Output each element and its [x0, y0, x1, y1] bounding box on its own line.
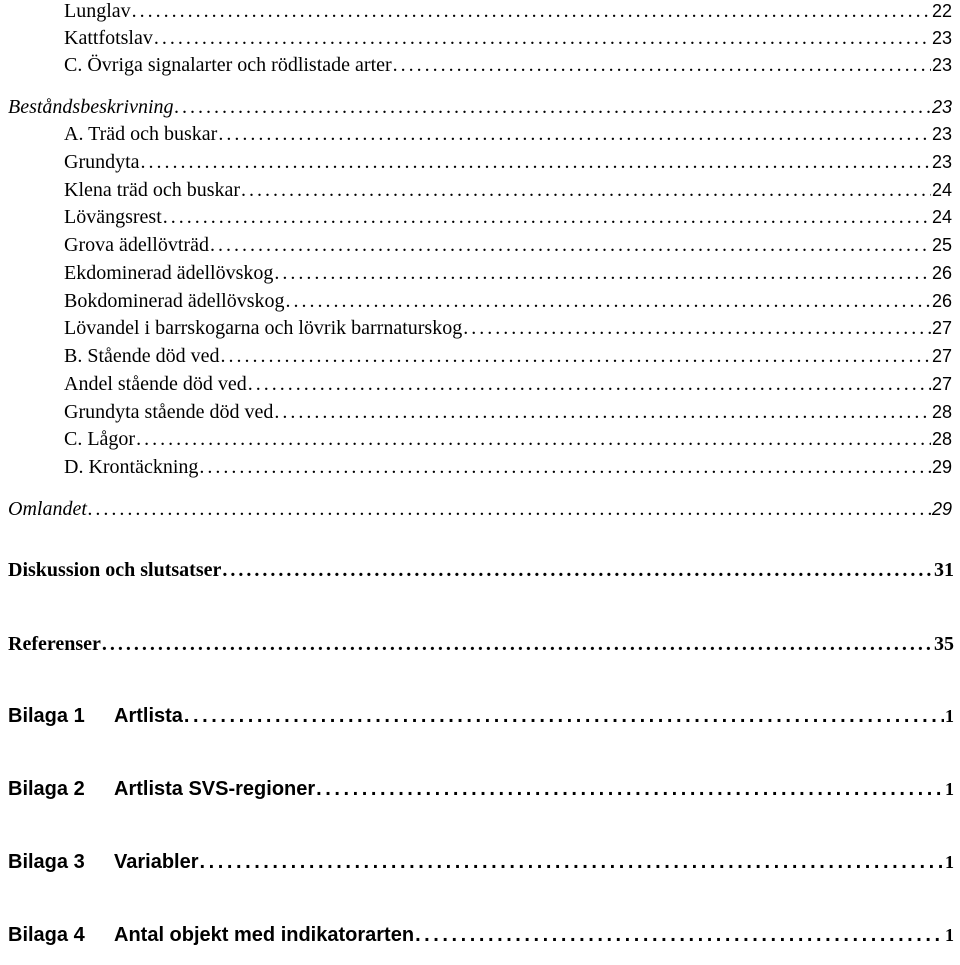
toc-entry-page: 28	[931, 402, 952, 422]
toc-entry[interactable]	[64, 456, 952, 480]
toc-entry-title: Klena träd och buskar	[64, 179, 241, 201]
toc-dot-leader	[241, 179, 931, 202]
toc-entry-title: B. Stående död ved	[64, 345, 220, 367]
toc-entry-title: Beståndsbeskrivning	[8, 96, 174, 118]
toc-entry-title: Referenser	[8, 633, 101, 655]
toc-entry-title: A. Träd och buskar	[64, 123, 218, 145]
toc-entry-title: C. Övriga signalarter och rödlistade arter	[64, 54, 392, 76]
toc-entry-appendix[interactable]	[8, 705, 954, 733]
toc-entry[interactable]	[8, 498, 952, 522]
toc-entry-page: 28	[931, 429, 952, 449]
toc-entry-page: 23	[931, 152, 952, 172]
toc-entry-page: 1	[945, 706, 954, 726]
toc-dot-leader	[154, 27, 931, 50]
toc-dot-leader	[415, 924, 944, 947]
toc-entry[interactable]	[64, 151, 952, 175]
toc-entry[interactable]	[64, 234, 952, 258]
toc-dot-leader	[184, 705, 944, 728]
toc-entry-title: Diskussion och slutsatser	[8, 559, 222, 581]
appendix-label: Bilaga 2	[8, 778, 85, 800]
appendix-title: Artlista	[114, 705, 183, 727]
toc-dot-leader	[393, 54, 931, 77]
appendix-label: Bilaga 1	[8, 705, 85, 727]
toc-entry-title: Andel stående död ved	[64, 373, 247, 395]
toc-entry-appendix[interactable]	[8, 851, 954, 879]
appendix-title: Variabler	[114, 851, 199, 873]
toc-entry-title	[8, 924, 415, 947]
toc-dot-leader	[210, 234, 931, 257]
appendix-title: Antal objekt med indikatorarten	[114, 924, 415, 946]
toc-dot-leader	[463, 317, 931, 340]
toc-entry-appendix[interactable]	[8, 778, 954, 806]
toc-entry-title: Bokdominerad ädellövskog	[64, 290, 285, 312]
toc-entry[interactable]	[64, 123, 952, 147]
toc-entry[interactable]	[64, 317, 952, 341]
toc-dot-leader	[221, 345, 931, 368]
toc-entry-page: 27	[931, 374, 952, 394]
toc-dot-leader	[222, 559, 933, 582]
toc-dot-leader	[218, 123, 931, 146]
toc-dot-leader	[274, 262, 931, 285]
toc-entry[interactable]	[64, 345, 952, 369]
toc-entry-page: 23	[931, 124, 952, 144]
toc-dot-leader	[141, 151, 931, 174]
toc-entry[interactable]	[64, 401, 952, 425]
toc-entry[interactable]	[64, 54, 952, 78]
toc-entry-page: 1	[945, 925, 954, 945]
toc-dot-leader	[316, 778, 944, 801]
toc-entry[interactable]	[8, 633, 954, 659]
toc-dot-leader	[102, 633, 933, 656]
toc-dot-leader	[286, 290, 931, 313]
toc-entry-page: 22	[931, 1, 952, 21]
toc-entry-page: 24	[931, 207, 952, 227]
toc-entry-title: Lunglav	[64, 0, 131, 22]
toc-entry-title: D. Krontäckning	[64, 456, 199, 478]
toc-dot-leader	[163, 206, 931, 229]
toc-entry-page: 29	[931, 457, 952, 477]
toc-entry[interactable]	[64, 179, 952, 203]
toc-entry-appendix[interactable]	[8, 924, 954, 952]
toc-entry[interactable]	[64, 373, 952, 397]
toc-entry-page: 1	[945, 779, 954, 799]
toc-entry-page: 25	[931, 235, 952, 255]
toc-entry-page: 23	[931, 55, 952, 75]
toc-entry-title: Omlandet	[8, 498, 87, 520]
toc-entry[interactable]	[8, 96, 952, 120]
toc-dot-leader	[274, 401, 931, 424]
toc-entry-page: 29	[931, 499, 952, 519]
appendix-label: Bilaga 4	[8, 924, 85, 946]
toc-entry-title: Kattfotslav	[64, 27, 153, 49]
toc-entry-title: Lövängsrest	[64, 206, 162, 228]
toc-entry-title: Grundyta stående död ved	[64, 401, 274, 423]
toc-entry-page: 27	[931, 346, 952, 366]
toc-entry-page: 24	[931, 180, 952, 200]
appendix-label: Bilaga 3	[8, 851, 85, 873]
toc-entry-title: C. Lågor	[64, 428, 136, 450]
toc-entry-page: 26	[931, 263, 952, 283]
toc-entry-title	[8, 705, 184, 728]
toc-entry-page: 31	[934, 559, 954, 581]
toc-entry[interactable]	[8, 559, 954, 585]
toc-entry[interactable]	[64, 290, 952, 314]
toc-entry-title	[8, 778, 316, 801]
toc-entry[interactable]	[64, 27, 952, 51]
toc-entry-page: 27	[931, 318, 952, 338]
toc-dot-leader	[88, 498, 931, 521]
toc-dot-leader	[200, 851, 944, 874]
toc-dot-leader	[248, 373, 931, 396]
toc-entry-page: 26	[931, 291, 952, 311]
toc-entry-page: 23	[931, 28, 952, 48]
toc-dot-leader	[175, 96, 931, 119]
toc-entry[interactable]	[64, 206, 952, 230]
toc-entry-title: Grundyta	[64, 151, 140, 173]
toc-entry[interactable]	[64, 262, 952, 286]
toc-entry-title: Grova ädellövträd	[64, 234, 209, 256]
toc-entry-page: 1	[945, 852, 954, 872]
toc-dot-leader	[132, 0, 931, 23]
toc-entry-page: 23	[931, 97, 952, 117]
toc-entry-title: Lövandel i barrskogarna och lövrik barrnaturskog	[64, 317, 463, 339]
toc-dot-leader	[136, 428, 931, 451]
toc-entry-title: Ekdominerad ädellövskog	[64, 262, 274, 284]
toc-entry-title	[8, 851, 200, 874]
appendix-title: Artlista SVS-regioner	[114, 778, 316, 800]
toc-entry[interactable]	[64, 428, 952, 452]
toc-entry[interactable]	[64, 0, 952, 24]
toc-entry-page: 35	[934, 633, 954, 655]
toc-dot-leader	[199, 456, 931, 479]
